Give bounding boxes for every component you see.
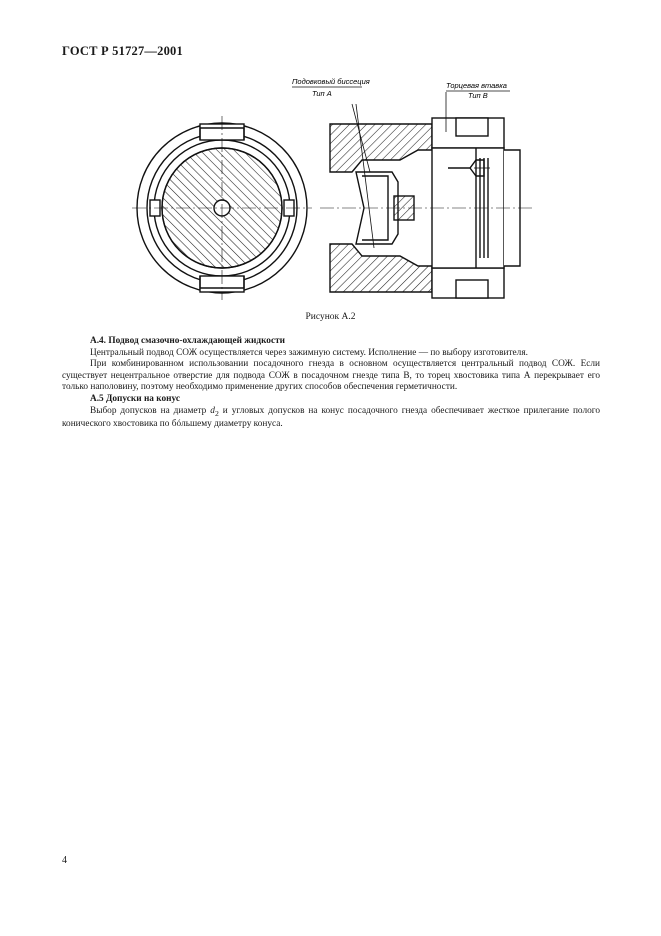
section-a4-paragraph-2: При комбинированном использовании посадочного гнезда в основном осуществляется центральный подвод СОЖ. Если существует нецентральное отверстие для подвода СОЖ в посадочном гнезде типа В, то торец хвостовика типа А перекрывает его только наполовину, поэтому необходимо применение других способов обеспечения герметичности. [62,359,600,393]
tab-label: Торцевая втавка [446,81,507,90]
document-body [62,336,600,431]
circular-section-view [132,116,312,300]
technical-drawing [130,72,550,307]
tab-type-label: Тип В [468,91,488,100]
section-a5-paragraph-1: Выбор допусков на диаметр $d_2$ и угловых допусков на конус посадочного гнезда обеспечивает жесткое прилегание полого конического хвостовика по бóльшему диаметру конуса. [62,405,600,430]
figure-caption: Рисунок А.2 [305,312,356,322]
section-a4-paragraph-1: Центральный подвод СОЖ осуществляется через зажимную систему. Исполнение — по выбору изготовителя. [90,347,528,358]
longitudinal-section-view [320,92,534,298]
section-a4-heading: А.4. Подвод смазочно-охлаждающей жидкости [90,336,286,346]
page-number: 4 [62,855,67,866]
disc-type-label: Тип А [312,89,332,98]
document-header: ГОСТ Р 51727—2001 [62,44,183,58]
section-a5-heading: А.5 Допуски на конус [90,393,180,404]
disc-label: Подовковый биссеция [292,77,370,86]
